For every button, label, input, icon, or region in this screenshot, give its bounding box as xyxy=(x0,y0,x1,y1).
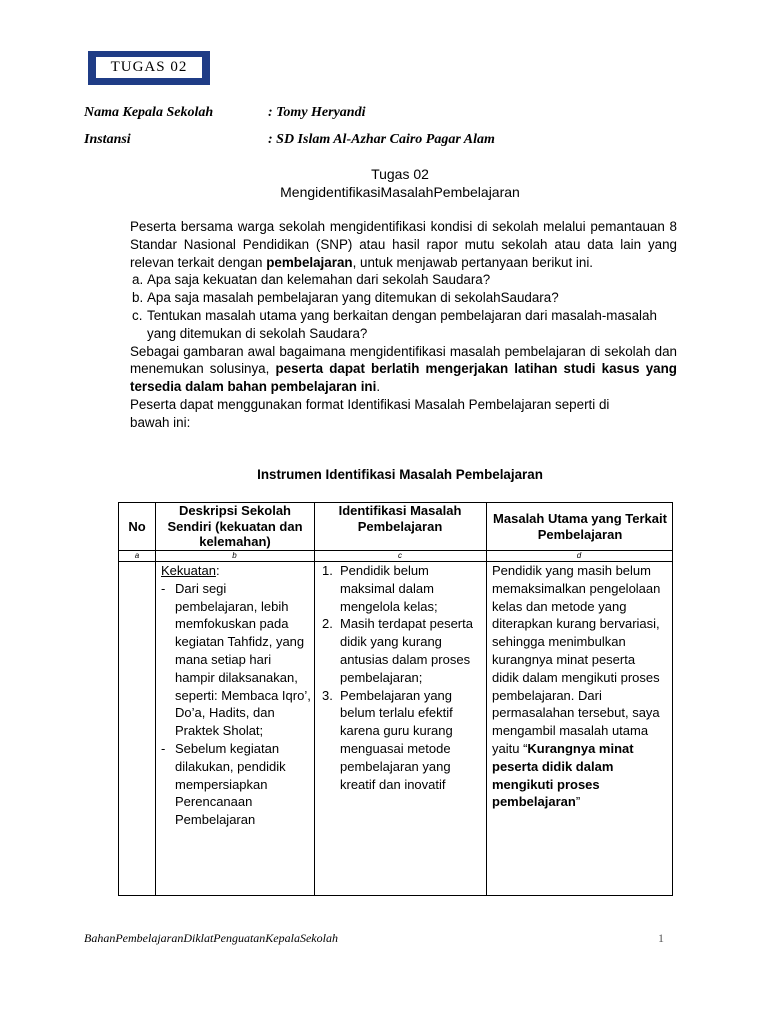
masalah-utama-close-quote: ” xyxy=(575,794,581,810)
question-a-letter: a. xyxy=(132,272,144,288)
intro-paragraph-2 xyxy=(130,343,677,396)
header-value-instansi: : SD Islam Al-Azhar Cairo Pagar Alam xyxy=(268,132,495,147)
sublabel-d: d xyxy=(576,551,582,560)
intro-p2-text: Sebagai gambaran awal bagaimana mengidentifikasi masalah pembelajaran di sekolah dan menemukan solusinya, xyxy=(130,343,677,377)
masalah-utama-bold: Kurangnya minat peserta didik dalam mengikuti proses pembelajaran xyxy=(492,740,634,810)
intro-paragraph-3: Peserta dapat menggunakan format Identifikasi Masalah Pembelajaran seperti di bawah ini: xyxy=(130,396,610,430)
masalah-item-number: 1. xyxy=(322,563,333,578)
question-b xyxy=(130,289,677,307)
table-title: Instrumen Identifikasi Masalah Pembelajaran xyxy=(257,467,543,482)
question-b-text: Apa saja masalah pembelajaran yang ditemukan di sekolahSaudara? xyxy=(147,290,559,306)
tugas-badge xyxy=(88,51,210,85)
tugas-badge-label: TUGAS 02 xyxy=(96,57,202,78)
intro-section xyxy=(130,218,677,432)
masalah-item xyxy=(322,687,480,794)
kekuatan-item-text: Sebelum kegiatan dilakukan, pendidik mempersiapkan Perencanaan Pembelajaran xyxy=(175,740,286,828)
header-masalah-utama: Masalah Utama yang Terkait Pembelajaran xyxy=(493,511,667,542)
header-deskripsi: Deskripsi Sekolah Sendiri (kekuatan dan kelemahan) xyxy=(167,503,303,549)
sublabel-c: c xyxy=(398,551,402,560)
header-label-instansi: Instansi xyxy=(84,132,131,147)
cell-identifikasi xyxy=(322,562,480,793)
cell-masalah-utama xyxy=(492,562,664,811)
intro-p2-bold: peserta dapat berlatih mengerjakan latihan studi kasus yang tersedia dalam bahan pembelajaran ini xyxy=(130,361,677,395)
masalah-utama-text: Pendidik yang masih belum memaksimalkan pengelolaan kelas dan metode yang diterapkan kurang bervariasi, sehingga menimbulkan kurangnya minat peserta didik dalam mengikuti proses pembelajaran. Dari permasalahan tersebut, saya mengambil masalah utama yaitu “ xyxy=(492,563,661,756)
intro-paragraph-1 xyxy=(130,218,677,271)
kekuatan-label: Kekuatan xyxy=(161,563,216,578)
header-no: No xyxy=(128,519,146,534)
cell-deskripsi xyxy=(161,562,311,829)
kekuatan-item: - Dari segi pembelajaran, lebih memfokuskan pada kegiatan Tahfidz, yang mana setiap hari hampir dilaksanakan, seperti: Membaca Iqro’, Do’a, Hadits, dan Praktek Sholat; xyxy=(161,580,311,739)
question-c-text: Tentukan masalah utama yang berkaitan dengan pembelajaran dari masalah-masalah yang ditemukan di sekolah Saudara? xyxy=(147,307,657,341)
question-c-letter: c. xyxy=(132,307,143,323)
masalah-item-text: Pendidik belum maksimal dalam mengelola kelas; xyxy=(340,563,438,614)
masalah-item-number: 2. xyxy=(322,616,333,632)
intro-p1-text: Peserta bersama warga sekolah mengidentifikasi kondisi di sekolah melalui pemantauan 8 Standar Nasional Pendidikan (SNP) atau hasil rapor mutu sekolah atau data lain yang relevan terkait dengan xyxy=(130,219,677,270)
question-a xyxy=(130,271,677,289)
masalah-item xyxy=(322,562,480,615)
document-title: Tugas 02 xyxy=(371,166,429,182)
question-c xyxy=(130,307,677,343)
sublabel-b: b xyxy=(232,551,237,560)
footer-source: BahanPembelajaranDiklatPenguatanKepalaSekolah xyxy=(84,931,338,945)
header-value-kepala-sekolah: : Tomy Heryandi xyxy=(268,105,366,120)
kekuatan-item: - Sebelum kegiatan dilakukan, pendidik mempersiapkan Perencanaan Pembelajaran xyxy=(161,740,286,828)
masalah-item-number: 3. xyxy=(322,687,333,703)
document-subtitle: MengidentifikasiMasalahPembelajaran xyxy=(280,184,520,200)
page-number: 1 xyxy=(658,931,664,945)
question-b-letter: b. xyxy=(132,290,144,306)
kekuatan-heading xyxy=(161,562,311,580)
header-label-kepala-sekolah: Nama Kepala Sekolah xyxy=(84,105,214,120)
masalah-item xyxy=(322,615,480,686)
masalah-item-text: Masih terdapat peserta didik yang kurang antusias dalam proses pembelajaran; xyxy=(340,616,473,685)
intro-p2-tail: . xyxy=(376,379,381,395)
intro-p1-bold: pembelajaran xyxy=(266,254,353,270)
kekuatan-colon: : xyxy=(215,563,220,578)
intro-p1-tail: , untuk menjawab pertanyaan berikut ini. xyxy=(352,254,594,270)
question-a-text: Apa saja kekuatan dan kelemahan dari sekolah Saudara? xyxy=(147,272,491,288)
sublabel-a: a xyxy=(134,551,140,560)
header-identifikasi: Identifikasi Masalah Pembelajaran xyxy=(338,503,462,534)
masalah-item-text: Pembelajaran yang belum terlalu efektif karena guru kurang menguasai metode pembelajaran yang kreatif dan inovatif xyxy=(340,687,453,792)
kekuatan-item-text: Dari segi pembelajaran, lebih memfokuskan pada kegiatan Tahfidz, yang mana setiap hari hampir dilaksanakan, seperti: Membaca Iqro’, Do’a, Hadits, dan Praktek Sholat; xyxy=(175,580,311,739)
identification-table xyxy=(118,502,673,896)
